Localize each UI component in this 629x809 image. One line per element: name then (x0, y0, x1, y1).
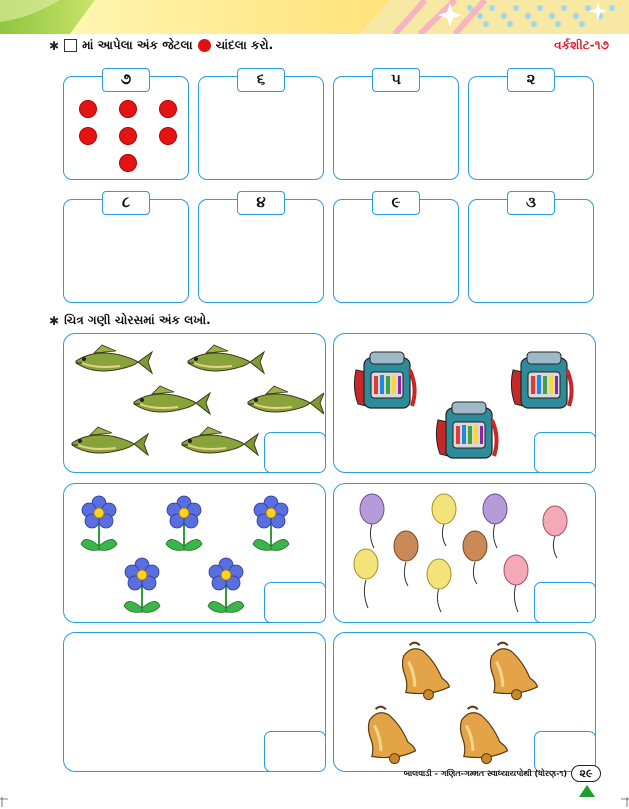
numeral-tag: ૭ (102, 68, 150, 92)
answer-box[interactable] (264, 432, 326, 473)
red-dot (119, 127, 137, 145)
picture-panel-bells (333, 632, 596, 772)
school-bag-icon (511, 352, 571, 408)
answer-box[interactable] (534, 582, 596, 623)
red-dot (159, 127, 177, 145)
crop-mark-icon (619, 797, 629, 807)
bell-icon (486, 638, 540, 703)
number-card[interactable] (333, 193, 459, 303)
instruction-1 (49, 38, 273, 53)
header-decoration (0, 0, 629, 34)
balloon-icon (427, 559, 451, 589)
star-icon: ✱ (49, 38, 60, 53)
page-number: ૨૯ (571, 765, 601, 782)
balloon-icon (543, 506, 567, 536)
worksheet-label: વર્કશીટ-૧૭ (554, 38, 609, 52)
red-dot (119, 100, 137, 118)
balloon-icon (354, 549, 378, 579)
green-triangle-icon (579, 785, 595, 797)
numeral-tag: ૨ (507, 68, 555, 92)
balloon-icon (432, 494, 456, 524)
star-icon: ✱ (49, 313, 60, 328)
number-card[interactable] (468, 70, 594, 180)
flower-icon (208, 558, 244, 612)
red-dot (159, 100, 177, 118)
instruction-2-text: ચિત્ર ગણી ચોરસમાં અંક લખો. (64, 313, 211, 327)
flower-icon (166, 496, 202, 550)
school-bag-icon (436, 402, 496, 458)
empty-square-icon (64, 39, 77, 52)
balloon-icon (483, 494, 507, 524)
answer-box[interactable] (534, 432, 596, 473)
numeral-tag: ૬ (237, 68, 285, 92)
numeral-tag: ૮ (102, 191, 150, 215)
crop-mark-icon (0, 797, 10, 807)
numeral-tag: ૯ (372, 191, 420, 215)
number-card[interactable] (198, 193, 324, 303)
bell-icon (456, 702, 510, 767)
number-card[interactable] (63, 70, 189, 180)
red-dot (79, 127, 97, 145)
picture-panel-fish (63, 333, 326, 473)
numeral-tag: ૫ (372, 68, 420, 92)
fish-icon (182, 427, 258, 455)
numeral-tag: ૪ (237, 191, 285, 215)
bell-icon (364, 702, 418, 767)
bell-icon (398, 638, 452, 703)
fish-icon (248, 386, 324, 414)
picture-panel-empty (63, 632, 326, 772)
picture-panel-balloons (333, 483, 596, 623)
numeral-tag: ૩ (507, 191, 555, 215)
fish-icon (134, 386, 210, 414)
number-card[interactable] (468, 193, 594, 303)
fish-icon (76, 345, 152, 373)
picture-panel-bags (333, 333, 596, 473)
balloon-icon (463, 531, 487, 561)
fish-icon (72, 427, 148, 455)
answer-box[interactable] (264, 731, 326, 772)
footer-text: બાલવાડી - ગણિત-ગમ્મત સ્વાધ્યાયપોથી (ધોરણ-૧) (403, 769, 567, 778)
flower-icon (81, 496, 117, 550)
school-bag-icon (354, 352, 414, 408)
red-dot-icon (198, 39, 211, 52)
instruction-1-text-after: ચાંદલા કરો. (215, 38, 274, 52)
instruction-1-text-before: માં આપેલા અંક જેટલા (82, 38, 193, 52)
flower-icon (253, 496, 289, 550)
fish-icon (188, 345, 264, 373)
red-dot (79, 100, 97, 118)
red-dot (119, 154, 137, 172)
number-card[interactable] (198, 70, 324, 180)
balloon-icon (360, 494, 384, 524)
balloon-icon (504, 555, 528, 585)
answer-box[interactable] (264, 582, 326, 623)
number-card[interactable] (333, 70, 459, 180)
balloon-icon (394, 531, 418, 561)
picture-panel-flowers (63, 483, 326, 623)
flower-icon (124, 558, 160, 612)
number-card[interactable] (63, 193, 189, 303)
instruction-2 (49, 313, 211, 328)
